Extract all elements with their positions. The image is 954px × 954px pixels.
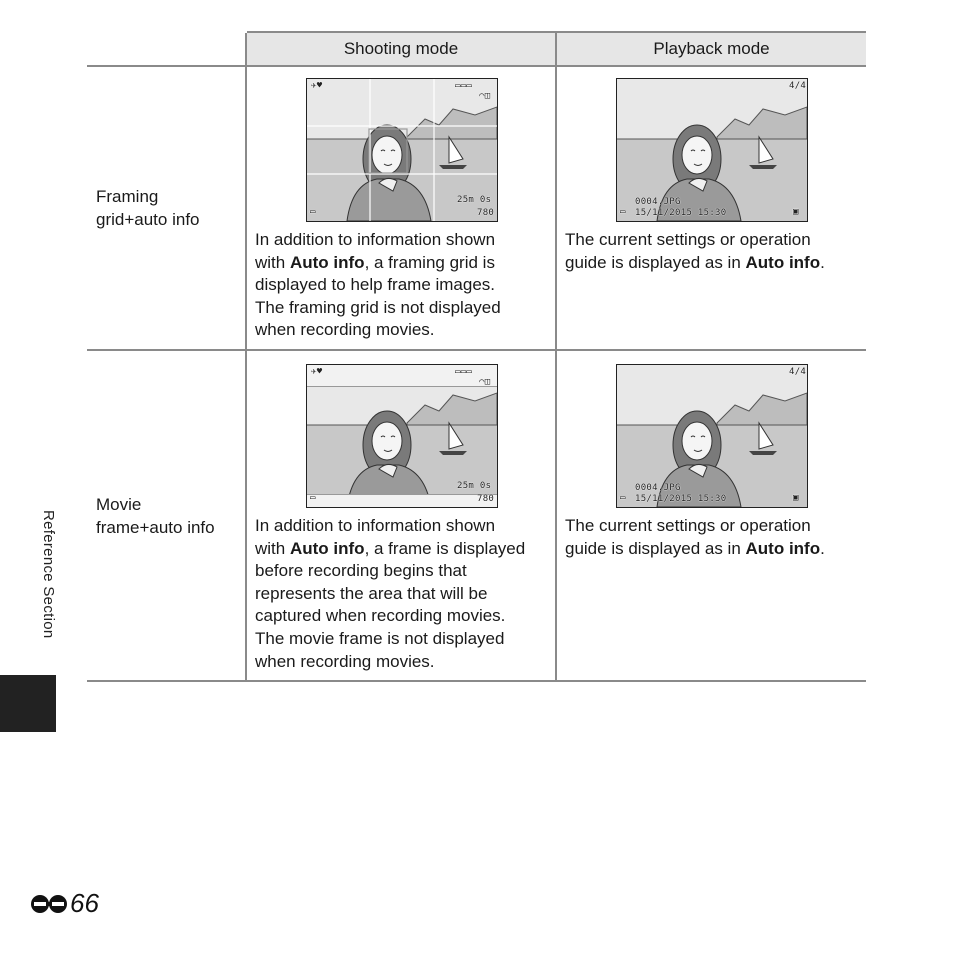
battery-icon: ▭ [310,493,316,503]
movie-frame-shooting-screen [306,364,498,508]
image-mode-icon: ▣ [793,493,799,503]
scene-mode-icon: ✈♥ [311,81,323,91]
remaining-time: 25m 0s [457,195,492,205]
framing-grid-playback-description: The current settings or operation guide is displayed as in Auto info. [565,230,825,272]
row-label-line: Framing [96,187,159,206]
row-label-line: Movie [96,495,142,514]
table-bottom-rule [87,680,866,682]
recording-date: 15/11/2015 15:30 [635,494,727,504]
framing-grid-shooting-description: In addition to information shown with Auto info, a framing grid is displayed to help frame images. The framing grid is not displayed when recording movies. [255,230,501,340]
image-counter: 4/4 [789,367,807,377]
remaining-time: 25m 0s [457,481,492,491]
scene-mode-icon: ✈♥ [311,367,323,377]
column-divider-2 [555,33,557,681]
movie-frame-shooting-description: In addition to information shown with Auto info, a frame is displayed before recording begins that represents the area that will be captured when recording movies. The movie frame is not displayed when recording movies. [255,516,526,671]
header-shooting-mode: Shooting mode [247,32,555,65]
exposure-count: 780 [477,494,495,504]
battery-icon: ▭ [620,493,626,503]
page-number-text: 66 [70,888,99,918]
row-label-framing-grid [96,185,246,231]
framing-grid-shooting-screen [306,78,498,222]
header-bottom-rule [87,65,866,67]
header-playback-mode: Playback mode [557,32,866,65]
exposure-count: 780 [477,208,495,218]
row-label-movie-frame [96,493,246,539]
image-size-icon: ▭▭▭ [455,81,473,91]
page-number [30,888,99,922]
battery-icon: ▭ [620,207,626,217]
section-tab-marker [0,675,56,732]
image-mode-icon: ▣ [793,207,799,217]
row-label-line: grid+auto info [96,210,200,229]
movie-frame-playback-description: The current settings or operation guide is displayed as in Auto info. [565,516,825,558]
framing-grid-playback-screen [616,78,808,222]
row-label-line: frame+auto info [96,518,215,537]
image-size-icon: ▭▭▭ [455,367,473,377]
file-name: 0004.JPG [635,197,681,207]
image-counter: 4/4 [789,81,807,91]
vr-icon: ⌒◫ [479,377,491,387]
movie-frame-playback-screen [616,364,808,508]
battery-icon: ▭ [310,207,316,217]
file-name: 0004.JPG [635,483,681,493]
section-tab-label: Reference Section [40,510,57,639]
movie-frame-bottom-mask [307,494,497,507]
row-divider [87,349,866,351]
reference-e-icon [30,891,68,922]
vr-icon: ⌒◫ [479,91,491,101]
column-divider-1 [245,33,247,681]
recording-date: 15/11/2015 15:30 [635,208,727,218]
